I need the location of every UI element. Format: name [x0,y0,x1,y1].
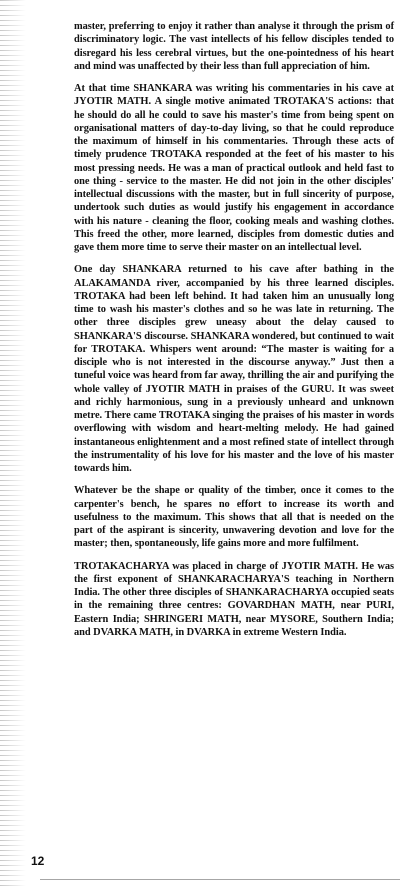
paragraph-3: One day SHANKARA returned to his cave after bathing in the ALAKAMANDA river, accompanied by his three learned disciples. TROTAKA had been left behind. It had taken him an unusually long time to wash his master's clothes and so he was late in returning. The other three disciples grew uneasy about the delay caused to SHANKARA'S discourse. SHANKARA wondered, but continued to wait for TROTAKA. Whispers went around: “The master is waiting for a disciple who is not interested in the discourse anyway.” Just then a tuneful voice was heard from far away, thrilling the air and purifying the whole valley of JYOTIR MATH in praises of the GURU. It was sweet and richly harmonious, sung in a previously unheard and unknown metre. There came TROTAKA singing the praises of his master in words overflowing with wisdom and heart-melting melody. He had gained instantaneous enlightenment and a most refined state of intellect through the instrumentality of his love for his master and the love of his master towards him. [74,264,394,474]
bottom-rule [40,879,400,880]
paragraph-2: At that time SHANKARA was writing his commentaries in his cave at JYOTIR MATH. A single motive animated TROTAKA'S actions: that he should do all he could to save his master's time from being spent on organisational matters of day-to-day living, so that he could reproduce the maximum of himself in his commentaries. Through these acts of timely prudence TROTAKA responded at the feet of his master to his most pressing needs. He was a man of practical outlook and held fast to one thing - service to the master. He did not join in the other disciples' intellectual discussions with the master, but in full sincerity of purpose, undertook such duties as would justify his engagement in accordance with his nature - cleaning the floor, cooking meals and washing clothes. This freed the other, more learned, disciples from domestic duties and gave them more time to serve their master on an intellectual level. [74,83,394,253]
paragraph-1: master, preferring to enjoy it rather than analyse it through the prism of discriminatory logic. The vast intellects of his fellow disciples tended to disregard his less cerebral virtues, but the one-pointedness of his heart and mind was unaffected by their less than full appreciation of him. [74,21,394,72]
page-body [74,20,394,648]
paragraph-4: Whatever be the shape or quality of the timber, once it comes to the carpenter's bench, he spares no effort to increase its worth and usefulness to the maximum. This shows that all that is needed on the part of the aspirant is sincerity, unwavering devotion and love for the master; then, spontaneously, life gains more and more fulfilment. [74,485,394,550]
paragraph-5: TROTAKACHARYA was placed in charge of JYOTIR MATH. He was the first exponent of SHANKARACHARYA'S teaching in Northern India. The other three disciples of SHANKARACHARYA occupied seats in the remaining three centres: GOVARDHAN MATH, near PURI, Eastern India; SHRINGERI MATH, near MYSORE, Southern India; and DVARKA MATH, in DVARKA in extreme Western India. [74,560,394,638]
page-number: 12 [31,854,45,868]
page-binding-edge [0,0,26,888]
